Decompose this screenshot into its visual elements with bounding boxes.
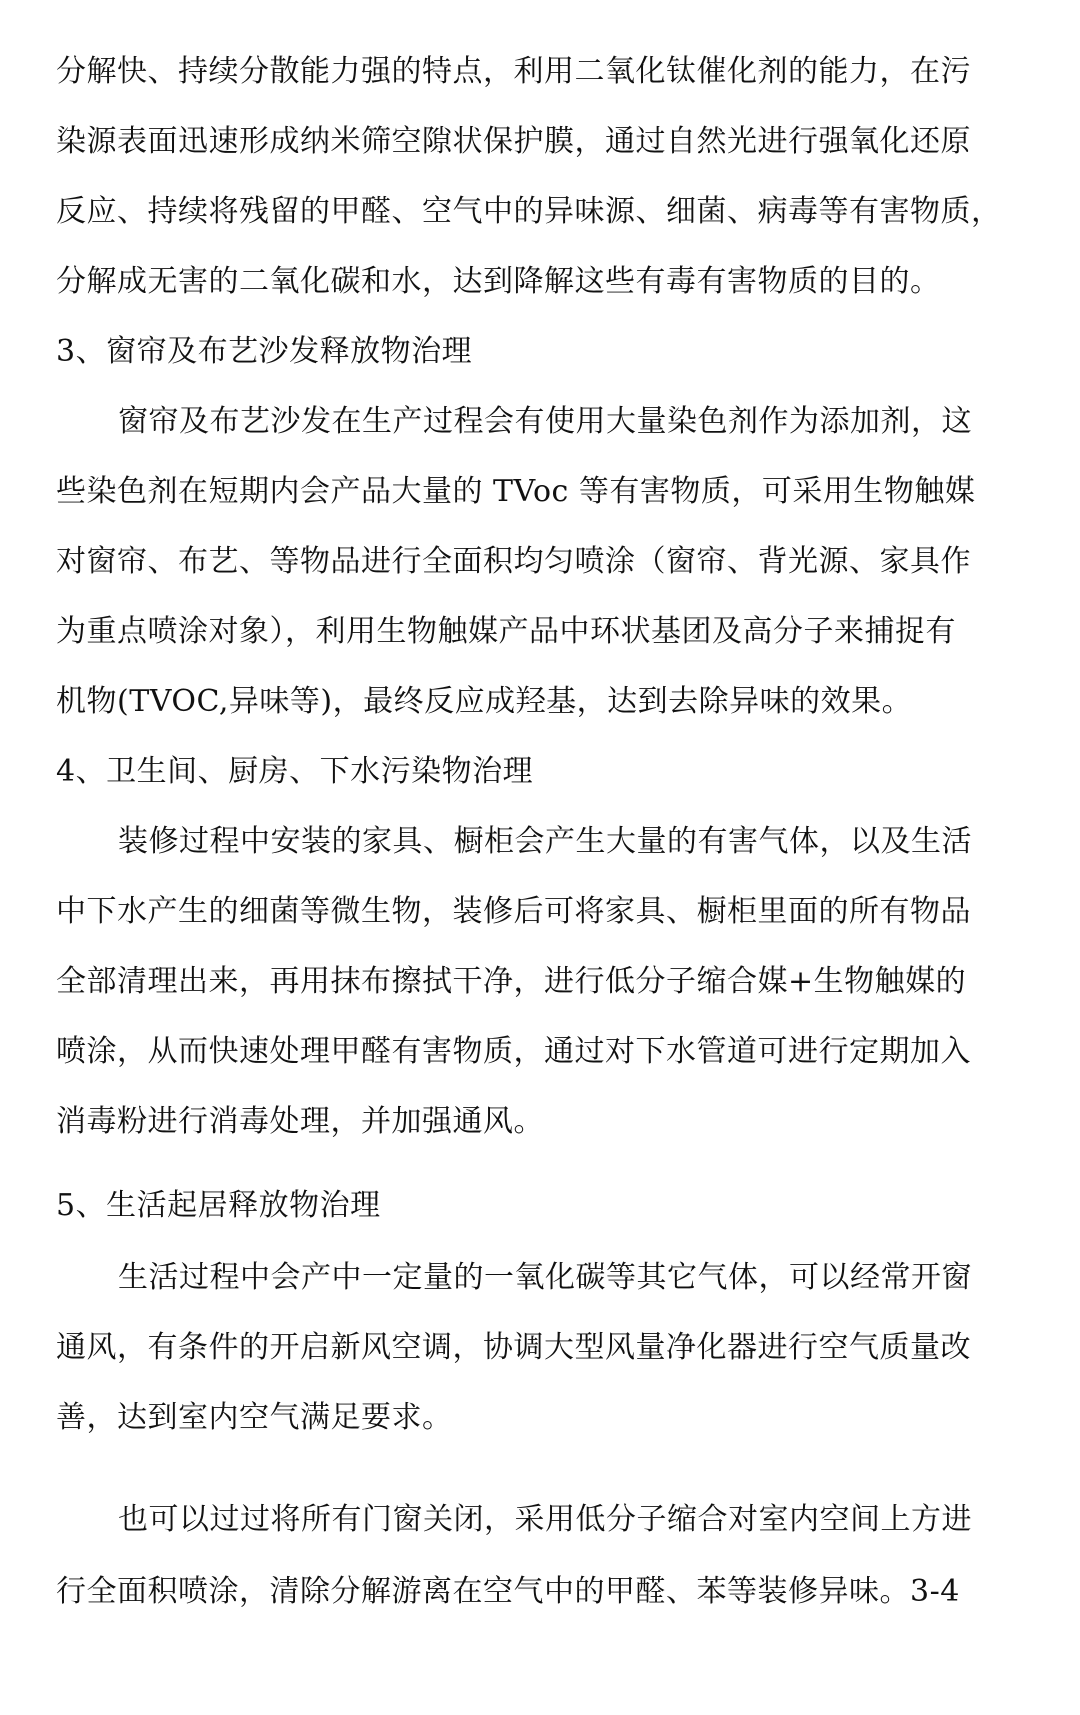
paragraph-line: 生活过程中会产中一定量的一氧化碳等其它气体，可以经常开窗 bbox=[118, 1260, 972, 1295]
paragraph-line: 反应、持续将残留的甲醛、空气中的异味源、细菌、病毒等有害物质， bbox=[56, 194, 1002, 229]
paragraph-line: 也可以过过将所有门窗关闭，采用低分子缩合对室内空间上方进 bbox=[118, 1502, 972, 1537]
paragraph-line: 些染色剂在短期内会产品大量的 TVoc 等有害物质，可采用生物触媒 bbox=[56, 474, 976, 509]
section-heading-3: 3、窗帘及布艺沙发释放物治理 bbox=[56, 334, 473, 369]
paragraph-line: 装修过程中安装的家具、橱柜会产生大量的有害气体，以及生活 bbox=[118, 824, 972, 859]
paragraph-line: 窗帘及布艺沙发在生产过程会有使用大量染色剂作为添加剂，这 bbox=[118, 404, 972, 439]
paragraph-line: 全部清理出来，再用抹布擦拭干净，进行低分子缩合媒+生物触媒的 bbox=[56, 964, 967, 999]
paragraph-line: 善，达到室内空气满足要求。 bbox=[56, 1400, 453, 1435]
paragraph-line: 分解成无害的二氧化碳和水，达到降解这些有毒有害物质的目的。 bbox=[56, 264, 941, 299]
section-heading-5: 5、生活起居释放物治理 bbox=[56, 1188, 381, 1223]
paragraph-line: 对窗帘、布艺、等物品进行全面积均匀喷涂（窗帘、背光源、家具作 bbox=[56, 544, 971, 579]
paragraph-line: 机物(TVOC,异味等)，最终反应成羟基，达到去除异味的效果。 bbox=[56, 684, 913, 719]
paragraph-line: 消毒粉进行消毒处理，并加强通风。 bbox=[56, 1104, 544, 1139]
paragraph-line: 行全面积喷涂，清除分解游离在空气中的甲醛、苯等装修异味。3-4 bbox=[56, 1574, 960, 1609]
paragraph-line: 为重点喷涂对象），利用生物触媒产品中环状基团及高分子来捕捉有 bbox=[56, 614, 956, 649]
paragraph-line: 染源表面迅速形成纳米筛空隙状保护膜，通过自然光进行强氧化还原 bbox=[56, 124, 971, 159]
paragraph-line: 中下水产生的细菌等微生物，装修后可将家具、橱柜里面的所有物品 bbox=[56, 894, 971, 929]
paragraph-line: 喷涂，从而快速处理甲醛有害物质，通过对下水管道可进行定期加入 bbox=[56, 1034, 971, 1069]
section-heading-4: 4、卫生间、厨房、下水污染物治理 bbox=[56, 754, 534, 789]
paragraph-line: 分解快、持续分散能力强的特点，利用二氧化钛催化剂的能力，在污 bbox=[56, 54, 971, 89]
paragraph-line: 通风，有条件的开启新风空调，协调大型风量净化器进行空气质量改 bbox=[56, 1330, 971, 1365]
